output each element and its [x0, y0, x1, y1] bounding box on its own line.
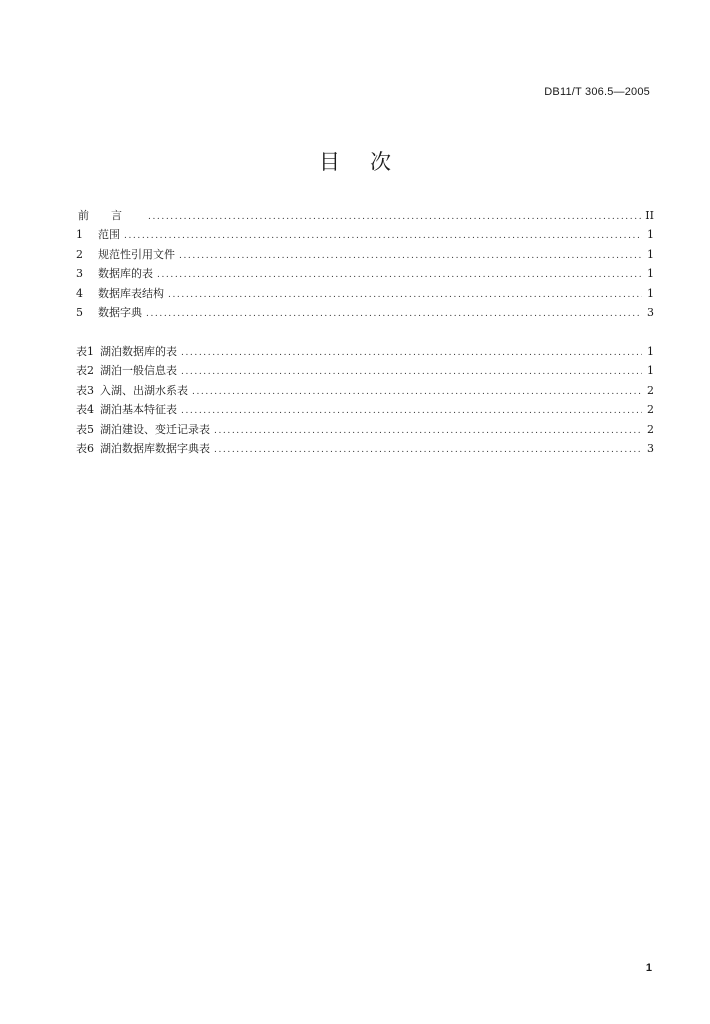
toc-entry-database-tables[interactable] [76, 264, 654, 283]
toc-entry-label: 前言 [78, 209, 144, 222]
toc-table-label: 湖泊一般信息表 [100, 364, 177, 378]
toc-table-entry-2[interactable] [76, 361, 654, 380]
toc-table-label: 湖泊数据库的表 [100, 345, 177, 358]
dot-leader [181, 402, 642, 421]
toc-table-number: 表3 [76, 383, 94, 397]
toc-table-page: 2 [647, 403, 654, 417]
dot-leader [146, 305, 642, 324]
toc-table-number: 表5 [76, 422, 94, 436]
toc-table-number: 表1 [76, 345, 94, 358]
toc-entry-label: 数据字典 [98, 305, 142, 319]
dot-leader [124, 227, 642, 246]
toc-table-entry-6[interactable] [76, 439, 654, 458]
toc-entry-number: 1 [76, 228, 83, 242]
dot-leader [181, 363, 642, 382]
toc-table-entry-5[interactable] [76, 420, 654, 439]
dot-leader [168, 286, 642, 305]
dot-leader [214, 422, 642, 441]
toc-entry-number: 2 [76, 247, 83, 261]
dot-leader [214, 441, 642, 460]
toc-entry-label: 规范性引用文件 [98, 247, 175, 261]
toc-entry-number: 3 [76, 267, 83, 281]
toc-entry-normative-references[interactable] [76, 245, 654, 264]
toc-entry-table-structure[interactable] [76, 284, 654, 303]
toc-entry-label: 范围 [98, 228, 120, 242]
dot-leader [179, 247, 642, 266]
toc-entry-preface[interactable] [76, 206, 654, 225]
toc-sections-list [76, 206, 654, 322]
toc-entry-page: 1 [647, 286, 654, 300]
toc-entry-page: 1 [647, 228, 654, 242]
dot-leader [181, 344, 642, 363]
dot-leader [157, 266, 642, 285]
toc-table-entry-4[interactable] [76, 400, 654, 419]
toc-tables-list [76, 342, 654, 458]
page-number: 1 [645, 962, 652, 974]
toc-table-label: 湖泊基本特征表 [100, 403, 177, 417]
toc-table-entry-1[interactable] [76, 342, 654, 361]
toc-entry-page: 1 [647, 267, 654, 281]
toc-entry-label: 数据库的表 [98, 267, 153, 281]
toc-table-page: 1 [647, 345, 654, 358]
toc-entry-number: 4 [76, 286, 83, 300]
toc-table-label: 入湖、出湖水系表 [100, 383, 188, 397]
toc-table-page: 3 [647, 441, 654, 455]
toc-entry-page: 3 [647, 305, 654, 319]
toc-table-entry-3[interactable] [76, 381, 654, 400]
toc-entry-number: 5 [76, 305, 83, 319]
dot-leader [192, 383, 642, 402]
toc-table-number: 表2 [76, 364, 94, 378]
toc-table-page: 2 [647, 383, 654, 397]
toc-table-label: 湖泊数据库数据字典表 [100, 441, 210, 455]
toc-table-number: 表4 [76, 403, 94, 417]
document-code: DB11/T 306.5—2005 [544, 86, 650, 98]
toc-entry-data-dictionary[interactable] [76, 303, 654, 322]
toc-title: 目次 [319, 150, 421, 174]
toc-entry-label: 数据库表结构 [98, 286, 164, 300]
toc-entry-page: II [645, 209, 654, 222]
toc-entry-page: 1 [647, 247, 654, 261]
toc-table-number: 表6 [76, 441, 94, 455]
toc-table-page: 1 [647, 364, 654, 378]
dot-leader [148, 208, 641, 227]
toc-entry-scope[interactable] [76, 225, 654, 244]
toc-table-label: 湖泊建设、变迁记录表 [100, 422, 210, 436]
toc-table-page: 2 [647, 422, 654, 436]
